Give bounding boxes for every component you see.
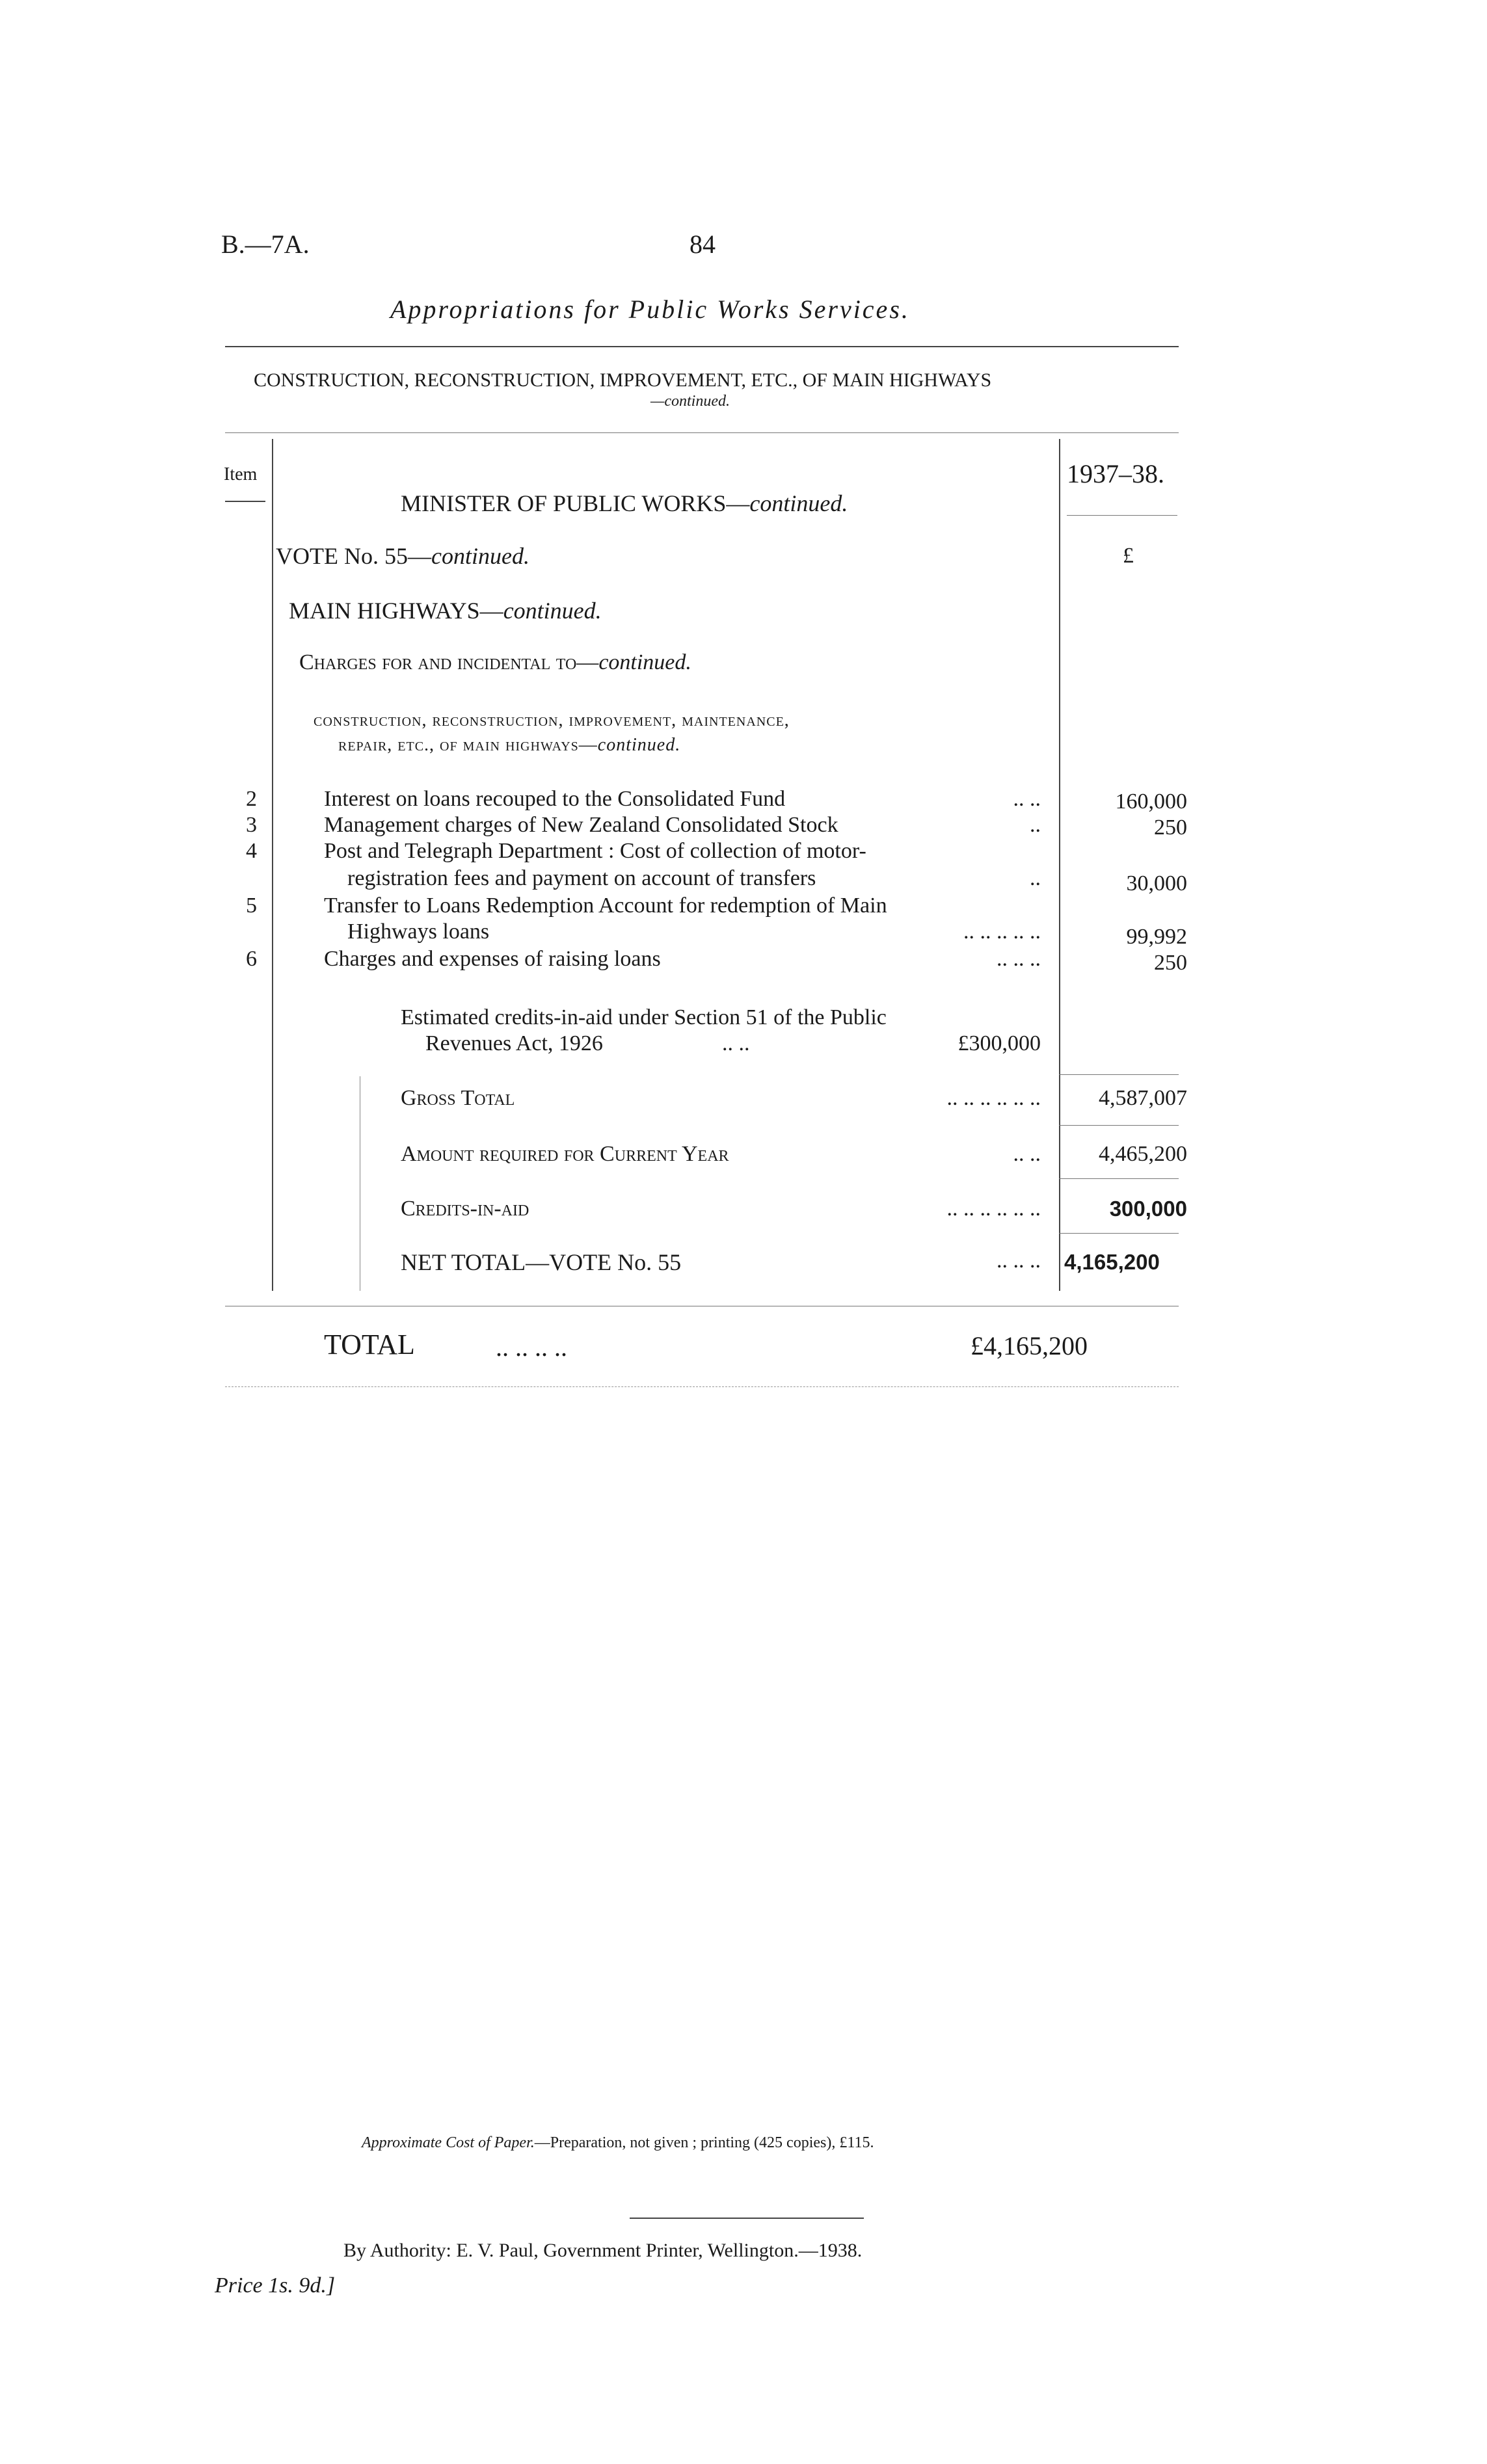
amount-required-amount: 4,465,200 — [1099, 1142, 1187, 1166]
credits-note-leader-dots: .. .. — [722, 1031, 750, 1055]
table-row-description-continued: Highways loans — [347, 920, 490, 944]
main-highways-heading: MAIN HIGHWAYS—continued. — [289, 598, 602, 624]
page-title: Appropriations for Public Works Services. — [390, 295, 910, 324]
document-reference: B.—7A. — [221, 230, 310, 259]
grand-total-leader-dots: .. .. .. .. — [496, 1332, 567, 1362]
amount-required-leader-dots: .. .. — [1013, 1142, 1041, 1166]
gross-total-label: Gross Total — [401, 1086, 515, 1110]
table-row-item-number: 3 — [246, 813, 257, 837]
table-row-description: Post and Telegraph Department : Cost of collection of motor- — [324, 839, 866, 863]
table-row-amount: 160,000 — [1115, 789, 1187, 814]
credits-in-aid-label: Credits-in-aid — [401, 1197, 529, 1221]
credits-note-line2: Revenues Act, 1926 — [425, 1031, 603, 1055]
vote-heading: VOTE No. 55—continued. — [276, 543, 529, 569]
credits-note-amount: £300,000 — [958, 1031, 1041, 1055]
title-rule — [225, 346, 1179, 347]
table-row-leader-dots: .. .. .. .. .. — [963, 920, 1041, 944]
gross-total-top-rule — [1059, 1074, 1179, 1075]
table-row-description: Management charges of New Zealand Consolidated Stock — [324, 813, 838, 837]
table-row-description: Transfer to Loans Redemption Account for redemption of Main — [324, 894, 887, 918]
item-column-divider — [272, 439, 273, 1291]
net-total-amount: 4,165,200 — [1064, 1250, 1160, 1274]
gross-total-amount: 4,587,007 — [1099, 1086, 1187, 1110]
amount-required-bottom-rule — [1059, 1178, 1179, 1179]
page-number: 84 — [690, 230, 716, 259]
charges-heading: Charges for and incidental to—continued. — [299, 650, 691, 674]
subsection-heading-line2: repair, etc., of main highways—continued. — [338, 735, 681, 755]
amount-column-divider — [1059, 439, 1060, 1291]
item-header-rule — [225, 501, 265, 502]
table-row-leader-dots: .. .. .. — [997, 947, 1041, 971]
table-row-leader-dots: .. — [1030, 813, 1041, 837]
grand-total-amount: £4,165,200 — [971, 1331, 1088, 1360]
table-row-leader-dots: .. .. — [1013, 787, 1041, 811]
grand-total-label: TOTAL — [324, 1329, 415, 1360]
table-row-amount: 30,000 — [1126, 871, 1187, 895]
table-row-amount: 250 — [1154, 951, 1187, 975]
item-column-header: Item — [224, 464, 258, 484]
minister-heading: MINISTER OF PUBLIC WORKS—continued. — [401, 490, 848, 516]
currency-symbol: £ — [1123, 544, 1134, 568]
year-header-rule — [1067, 515, 1177, 516]
credits-in-aid-amount: 300,000 — [1109, 1197, 1187, 1221]
table-row-amount: 250 — [1154, 815, 1187, 840]
table-row-leader-dots: .. — [1030, 866, 1041, 890]
section-heading-continued: —continued. — [650, 393, 730, 410]
cost-of-paper-note: Approximate Cost of Paper.—Preparation, not given ; printing (425 copies), £115. — [362, 2134, 874, 2151]
credits-note-line1: Estimated credits-in-aid under Section 51 of the Public — [401, 1005, 887, 1029]
gross-total-bottom-rule — [1059, 1125, 1179, 1126]
price-note: Price 1s. 9d.] — [215, 2273, 336, 2298]
table-row-description: Charges and expenses of raising loans — [324, 947, 661, 971]
table-row-amount: 99,992 — [1126, 925, 1187, 949]
table-top-rule — [225, 432, 1179, 433]
table-row-item-number: 2 — [246, 787, 257, 811]
subsection-heading-line1: construction, reconstruction, improvement, maintenance, — [314, 710, 790, 730]
table-row-description: Interest on loans recouped to the Consolidated Fund — [324, 787, 786, 811]
table-row-item-number: 5 — [246, 894, 257, 918]
gross-total-leader-dots: .. .. .. .. .. .. — [946, 1086, 1041, 1110]
net-total-label: NET TOTAL—VOTE No. 55 — [401, 1249, 682, 1275]
section-heading: CONSTRUCTION, RECONSTRUCTION, IMPROVEMENT, ETC., OF MAIN HIGHWAYS — [254, 369, 992, 391]
credits-in-aid-leader-dots: .. .. .. .. .. .. — [946, 1197, 1041, 1221]
year-column-header: 1937–38. — [1067, 459, 1164, 488]
table-row-description-continued: registration fees and payment on account of transfers — [347, 866, 816, 890]
footer-rule — [630, 2218, 864, 2219]
net-total-leader-dots: .. .. .. — [997, 1249, 1041, 1273]
table-row-item-number: 4 — [246, 839, 257, 863]
table-row-item-number: 6 — [246, 947, 257, 971]
grand-total-bottom-rule — [225, 1386, 1179, 1387]
credits-in-aid-bottom-rule — [1059, 1233, 1179, 1234]
amount-required-label: Amount required for Current Year — [401, 1142, 729, 1166]
printer-authority: By Authority: E. V. Paul, Government Printer, Wellington.—1938. — [343, 2240, 863, 2261]
